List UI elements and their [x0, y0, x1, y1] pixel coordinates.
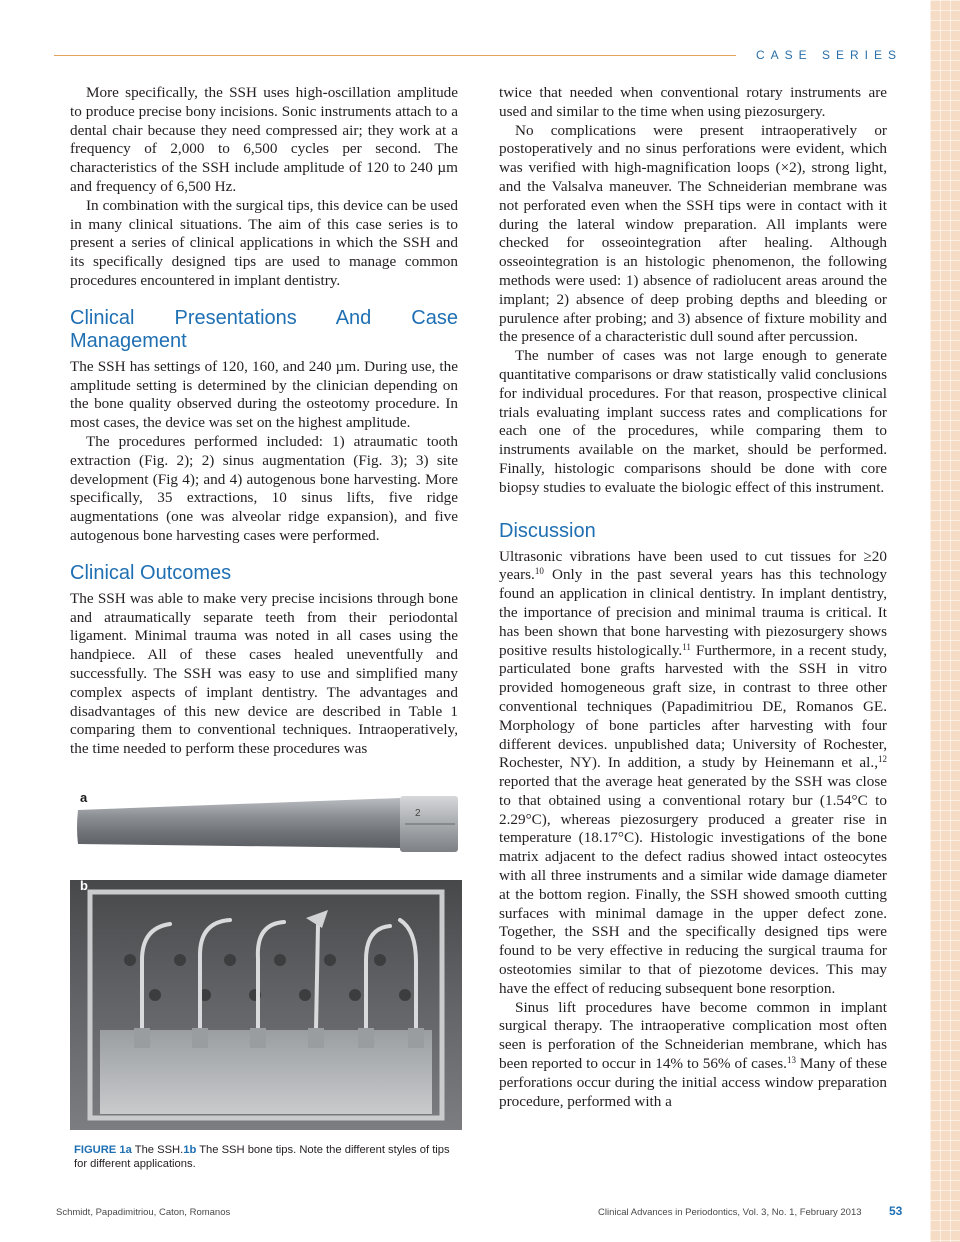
paragraph: The SSH has settings of 120, 160, and 240 µm. During use, the amplitude setting is determined by the clinician depending on the bone quality observed during the osteotomy procedure. In most cases, the device was set on the highest amplitude.: [70, 357, 458, 432]
handpiece-illustration: [70, 788, 462, 860]
text-run: Many of these perforations occur during the initial access window preparation procedure, performed with a: [499, 1055, 888, 1110]
panel-label-a: a: [80, 790, 88, 805]
paragraph: twice that needed when conventional rotary instruments are used and similar to the time when using piezosurgery.: [499, 84, 887, 120]
caption-label: FIGURE 1a: [74, 1144, 132, 1156]
section-heading: Clinical Outcomes: [70, 561, 232, 584]
paragraph: [499, 999, 887, 1112]
caption-text-a: The SSH.: [134, 1144, 184, 1156]
footer-authors: Schmidt, Papadimitriou, Caton, Romanos: [56, 1207, 231, 1218]
caption-text-b: The SSH bone tips. Note the different styles of tips for different applications.: [74, 1144, 450, 1170]
figure-caption: [74, 1143, 464, 1171]
figure-1: [70, 788, 462, 1178]
bone-tips-tray-illustration: [70, 880, 462, 1130]
reference: 10: [534, 566, 544, 577]
svg-text:2: 2: [415, 808, 421, 819]
text-run: Only in the past several years has this technology found an application in clinical dentistry. In implant dentistry, the importance of precision and minimal trauma is critical. It has been shown that bone harvesting with piezosurgery shows positive results histologically.: [499, 566, 887, 659]
right-column: [499, 84, 887, 1111]
text-run: reported that the average heat generated by the SSH was close to that obtained using a conventional rotary bur (1.54°C to 2.29°C), whereas piezosurgery produced a greater rise in temperature (18.17°C). Histologic investigations of the bone matrix adjacent to the defect radius showed intact osteocytes with all three instruments and a similar wide damage diameter at the bottom region. Finally, the SSH showed smooth cutting surfaces with minimal damage in the upper defect zone. Together, the SSH and the specifically designed tips were found to be very effective in reducing the surgical trauma for osteotomies similar to that of piezotome devices. This may have the effect of reducing subsequent bone resorption.: [499, 773, 887, 997]
text-run: Ultrasonic vibrations have been used to cut tissues for ≥20 years.: [499, 547, 887, 584]
figure-1a-image: [70, 788, 462, 860]
reference: 13: [786, 1055, 796, 1066]
paragraph: [499, 548, 887, 999]
paragraph: No complications were present intraoperatively or postoperatively and no sinus perforations were evident, which was verified with high-magnification loops (×2), strong light, and the Valsalva maneuver. The Schneiderian membrane was not perforated even when the SSH tips were in contact with it during the lateral window preparation. All implants were checked for osseointegration after healing. Although osseointegration is an histologic phenomenon, the following methods were used: 1) absence of radiolucent areas around the implant; 2) absence of deep probing depths and bleeding or purulence after probing; and 3) absence of fixture mobility and the presence of a characteristic dull sound after percussion.: [499, 121, 887, 346]
paragraph: In combination with the surgical tips, this device can be used in many clinical situations. The aim of this case series is to present a series of clinical applications in which the SSH and its specifically designed tips are used to manage common procedures encountered in implant dentistry.: [70, 196, 458, 289]
left-column: [70, 84, 458, 759]
reference: 12: [878, 754, 887, 765]
text-run: Furthermore, in a recent study, particulated bone grafts harvested with the SSH in vitro provided homogeneous graft size, in contrast to three other conventional techniques (Papadimitriou DE, Romanos GE. Morphology of bone particles after harvesting with four different devices. unpublished data; University of Rochester, Rochester, NY). In addition, a study by Heinemann et al.,: [499, 641, 887, 772]
footer-journal: Clinical Advances in Periodontics, Vol. 3, No. 1, February 2013: [598, 1207, 862, 1218]
text-run: Sinus lift procedures have become common in implant surgical therapy. The intraoperative complication most often seen is perforation of the Schneiderian membrane, which has been reported to occur in 14% to 56% of cases.: [499, 998, 887, 1073]
paragraph: The SSH was able to make very precise incisions through bone and atraumatically separate teeth from their periodontal ligament. Minimal trauma was noted in all cases using the handpiece. All of these cases healed uneventfully and successfully. The SSH was easy to use and simplified many complex aspects of implant dentistry. The advantages and disadvantages of this new device are described in Table 1 comparing them to conventional techniques. Intraoperatively, the time needed to perform these procedures was: [70, 589, 458, 758]
paragraph: The number of cases was not large enough to generate quantitative comparisons or draw statistically valid conclusions for individual procedures. For that reason, prospective clinical trials evaluating implant success rates and complications for each one of the procedures, while comparing them to instruments available on the market, should be performed. Finally, histologic comparisons should be done with core biopsy studies to evaluate the biologic effect of this instrument.: [499, 347, 887, 496]
panel-label-b: b: [80, 878, 88, 893]
section-label: CASE SERIES: [755, 48, 902, 62]
caption-sub-label: 1b: [183, 1144, 197, 1156]
figure-1b-image: [70, 880, 462, 1130]
section-heading: Clinical Presentations And Case Management: [70, 306, 458, 352]
reference: 11: [682, 641, 691, 652]
paragraph: The procedures performed included: 1) atraumatic tooth extraction (Fig. 2); 2) sinus augmentation (Fig. 3); 3) site development (Fig 4); and 4) autogenous bone harvesting. More specifically, 35 extractions, 10 sinus lifts, five ridge augmentations (one was alveolar ridge expansion), and five autogenous bone harvesting cases were performed.: [70, 432, 458, 544]
page-edge-pattern: [930, 0, 960, 1242]
page-number: 53: [889, 1204, 903, 1218]
section-heading: Discussion: [499, 519, 596, 542]
paragraph: More specifically, the SSH uses high-oscillation amplitude to produce precise bony incisions. Sonic instruments attach to a dental chair because they need compressed air; they work at a frequency of 2,000 to 6,500 cycles per second. The characteristics of the SSH include amplitude of 120 to 240 µm and frequency of 6,500 Hz.: [70, 84, 458, 195]
header-rule: [54, 55, 736, 56]
